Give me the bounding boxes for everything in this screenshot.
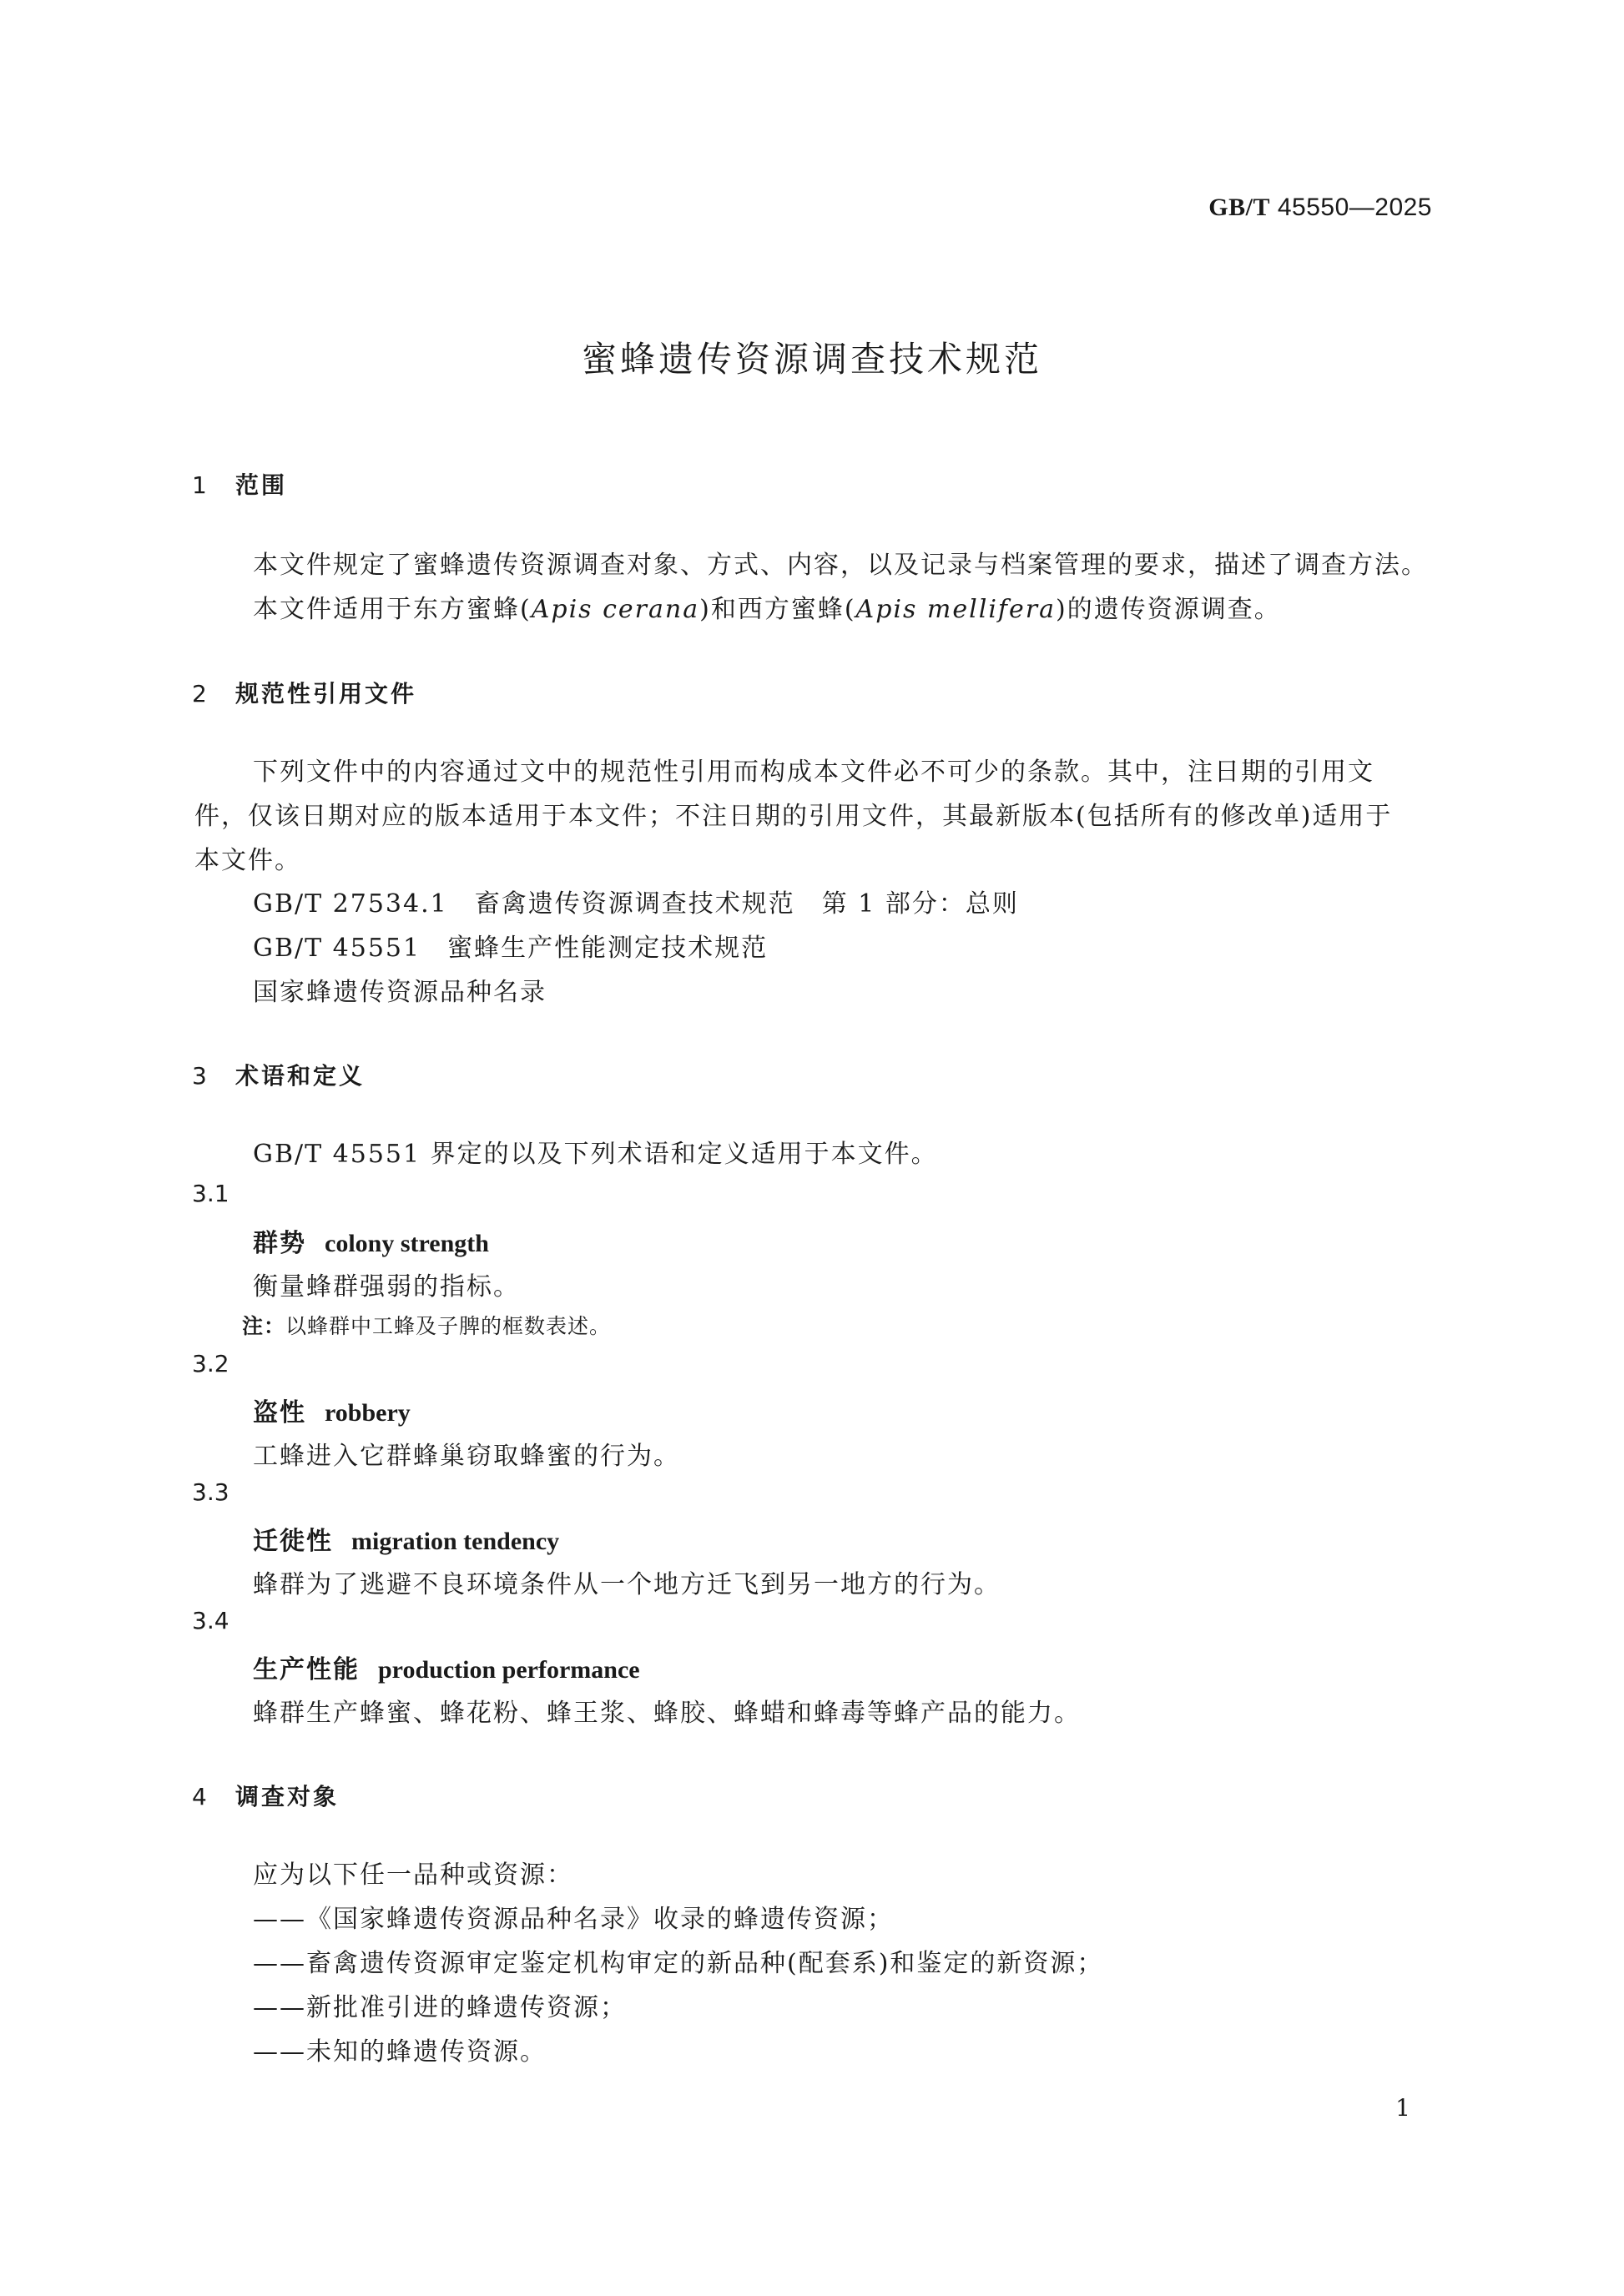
list-item: ——新批准引进的蜂遗传资源； — [253, 1993, 627, 2022]
page-number: 1 — [1395, 2094, 1410, 2122]
paragraph: 件，仅该日期对应的版本适用于本文件；不注日期的引用文件，其最新版本(包括所有的修改单)适用于 — [194, 802, 1393, 831]
list-item: ——未知的蜂遗传资源。 — [253, 2037, 547, 2067]
paragraph: 下列文件中的内容通过文中的规范性引用而构成本文件必不可少的条款。其中，注日期的引用文 — [253, 758, 1374, 787]
term-number: 3.3 — [192, 1478, 229, 1506]
term-title: 群势 colony strength — [253, 1229, 489, 1258]
term-note: 注：以蜂群中工蜂及子脾的框数表述。 — [242, 1314, 612, 1338]
list-item: ——《国家蜂遗传资源品种名录》收录的蜂遗传资源； — [253, 1905, 894, 1934]
paragraph: 应为以下任一品种或资源： — [253, 1860, 573, 1890]
document-title: 蜜蜂遗传资源调查技术规范 — [581, 339, 1042, 380]
section-heading-survey-objects: 4 调查对象 — [192, 1783, 340, 1810]
document-code: GB/T 45550—2025 — [1208, 194, 1432, 221]
term-definition: 工蜂进入它群蜂巢窃取蜂蜜的行为。 — [253, 1442, 680, 1471]
term-definition: 衡量蜂群强弱的指标。 — [253, 1272, 520, 1302]
reference-item: 国家蜂遗传资源品种名录 — [253, 978, 547, 1007]
reference-item: GB/T 45551 蜜蜂生产性能测定技术规范 — [253, 934, 769, 963]
section-heading-normative-references: 2 规范性引用文件 — [192, 680, 417, 707]
term-number: 3.4 — [192, 1607, 229, 1634]
term-title: 迁徙性 migration tendency — [253, 1527, 560, 1556]
list-item: ——畜禽遗传资源审定鉴定机构审定的新品种(配套系)和鉴定的新资源； — [253, 1949, 1104, 1978]
term-definition: 蜂群生产蜂蜜、蜂花粉、蜂王浆、蜂胶、蜂蜡和蜂毒等蜂产品的能力。 — [253, 1699, 1081, 1728]
paragraph: 本文件。 — [194, 846, 301, 875]
reference-item: GB/T 27534.1 畜禽遗传资源调查技术规范 第 1 部分：总则 — [253, 889, 1019, 919]
term-definition: 蜂群为了逃避不良环境条件从一个地方迁飞到另一地方的行为。 — [253, 1570, 1001, 1599]
term-title: 盗性 robbery — [253, 1398, 411, 1427]
term-title: 生产性能 production performance — [253, 1655, 640, 1684]
term-number: 3.2 — [192, 1350, 229, 1377]
section-heading-terms: 3 术语和定义 — [192, 1062, 366, 1090]
term-number: 3.1 — [192, 1180, 229, 1207]
paragraph: 本文件规定了蜜蜂遗传资源调查对象、方式、内容，以及记录与档案管理的要求，描述了调查方法。 — [253, 551, 1428, 580]
section-heading-scope: 1 范围 — [192, 471, 288, 499]
paragraph: GB/T 45551 界定的以及下列术语和定义适用于本文件。 — [253, 1140, 938, 1169]
paragraph: 本文件适用于东方蜜蜂(Apis cerana)和西方蜜蜂(Apis mellifera)的遗传资源调查。 — [253, 595, 1281, 624]
